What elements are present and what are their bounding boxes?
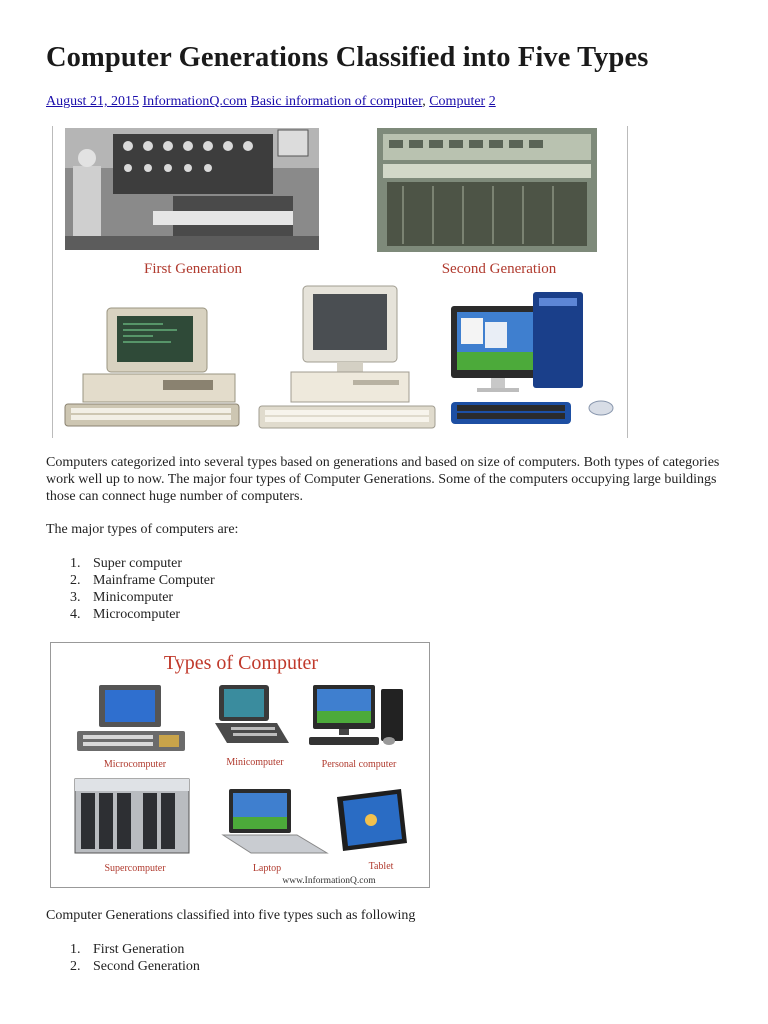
first-generation-caption: First Generation: [144, 261, 242, 277]
minicomputer-image: [215, 685, 289, 743]
list-item: 1. First Generation: [70, 942, 185, 957]
laptop-label: Laptop: [252, 863, 282, 874]
fifth-generation-computer: [451, 292, 613, 424]
tablet-label: Tablet: [368, 861, 394, 872]
microcomputer-label: Microcomputer: [103, 759, 167, 770]
figure-title: Types of Computer: [163, 652, 319, 674]
generations-illustration: [53, 126, 627, 438]
fourth-generation-computer: [259, 286, 435, 428]
list-item: 1. Super computer: [70, 556, 183, 571]
first-generation-photo: [65, 128, 319, 250]
list-item: 2. Second Generation: [70, 959, 200, 974]
second-generation-photo: [377, 128, 597, 252]
intro-paragraph: Computers categorized into several types based on generations and based on size of computers. Both types of categories work well up to now. The major four types of Computer Generations. Some of the computers occupying large buildings those can connect huge number of computers.: [46, 455, 720, 504]
list-item: 3. Minicomputer: [70, 590, 174, 605]
list-item: 2. Mainframe Computer: [70, 573, 215, 588]
supercomputer-label: Supercomputer: [104, 863, 166, 874]
personal-computer-image: [309, 685, 403, 745]
category-separator: ,: [422, 94, 426, 109]
types-illustration: [51, 643, 429, 887]
types-of-computer-figure: [50, 642, 430, 888]
computer-types-list: [46, 555, 215, 623]
personal-computer-label: Personal computer: [321, 759, 397, 770]
watermark: www.InformationQ.com: [282, 876, 376, 886]
comments-link[interactable]: 2: [488, 94, 496, 109]
supercomputer-image: [75, 779, 189, 853]
date-link[interactable]: August 21, 2015: [46, 94, 139, 109]
list-item: 4. Microcomputer: [70, 607, 181, 622]
generations-intro-paragraph: Computer Generations classified into five types such as following: [46, 908, 416, 923]
tablet-image: [337, 789, 407, 851]
category-link-computer[interactable]: Computer: [429, 94, 486, 109]
third-generation-computer: [65, 308, 239, 426]
second-generation-caption: Second Generation: [441, 261, 557, 277]
category-link-basic[interactable]: Basic information of computer: [250, 94, 423, 109]
post-meta: [46, 94, 496, 110]
types-intro-paragraph: The major types of computers are:: [46, 522, 239, 537]
generations-figure: [52, 126, 628, 438]
author-link[interactable]: InformationQ.com: [142, 94, 248, 109]
generations-list: [46, 941, 200, 975]
laptop-image: [223, 789, 327, 853]
minicomputer-label: Minicomputer: [226, 757, 284, 768]
page-title: Computer Generations Classified into Five Types: [46, 42, 649, 73]
microcomputer-image: [77, 685, 185, 751]
